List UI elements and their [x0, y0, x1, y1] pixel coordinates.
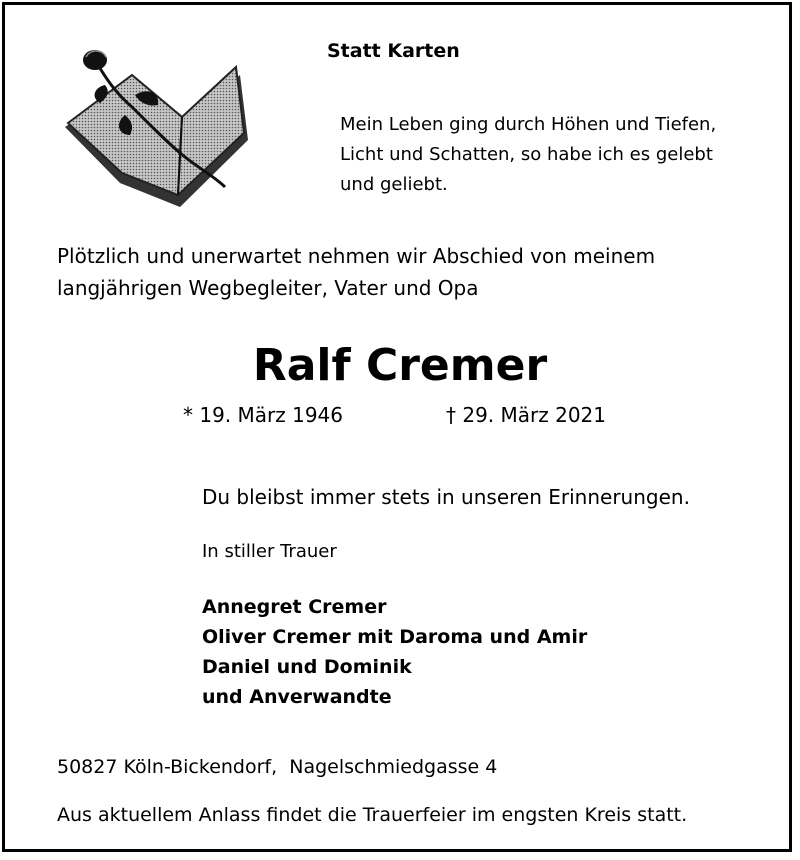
- family-address: 50827 Köln-Bickendorf, Nagelschmiedgasse 4: [57, 756, 498, 778]
- quote-line: und geliebt.: [340, 174, 448, 195]
- book-and-rose-icon: [60, 45, 250, 215]
- notice-heading: Statt Karten: [327, 40, 460, 62]
- mourner-name: Oliver Cremer mit Daroma und Amir: [202, 626, 588, 648]
- quote-line: Licht und Schatten, so habe ich es gelebt: [340, 144, 713, 165]
- intro-line: Plötzlich und unerwartet nehmen wir Abschied von meinem: [57, 244, 656, 268]
- death-date: † 29. März 2021: [446, 403, 607, 427]
- mourning-line: In stiller Trauer: [202, 541, 337, 562]
- mourner-name: Daniel und Dominik: [202, 656, 412, 678]
- birth-date: * 19. März 1946: [183, 403, 344, 427]
- deceased-name: Ralf Cremer: [252, 340, 548, 391]
- mourners-list: [202, 592, 587, 712]
- mourner-name: Annegret Cremer: [202, 596, 387, 618]
- memorial-quote: [340, 110, 716, 200]
- memory-line: Du bleibst immer stets in unseren Erinnerungen.: [202, 485, 690, 509]
- quote-line: Mein Leben ging durch Höhen und Tiefen,: [340, 114, 717, 135]
- ceremony-note: Aus aktuellem Anlass findet die Trauerfeier im engsten Kreis statt.: [57, 804, 688, 826]
- mourner-name: und Anverwandte: [202, 686, 392, 708]
- intro-line: langjährigen Wegbegleiter, Vater und Opa: [57, 276, 479, 300]
- intro-text: [57, 240, 655, 304]
